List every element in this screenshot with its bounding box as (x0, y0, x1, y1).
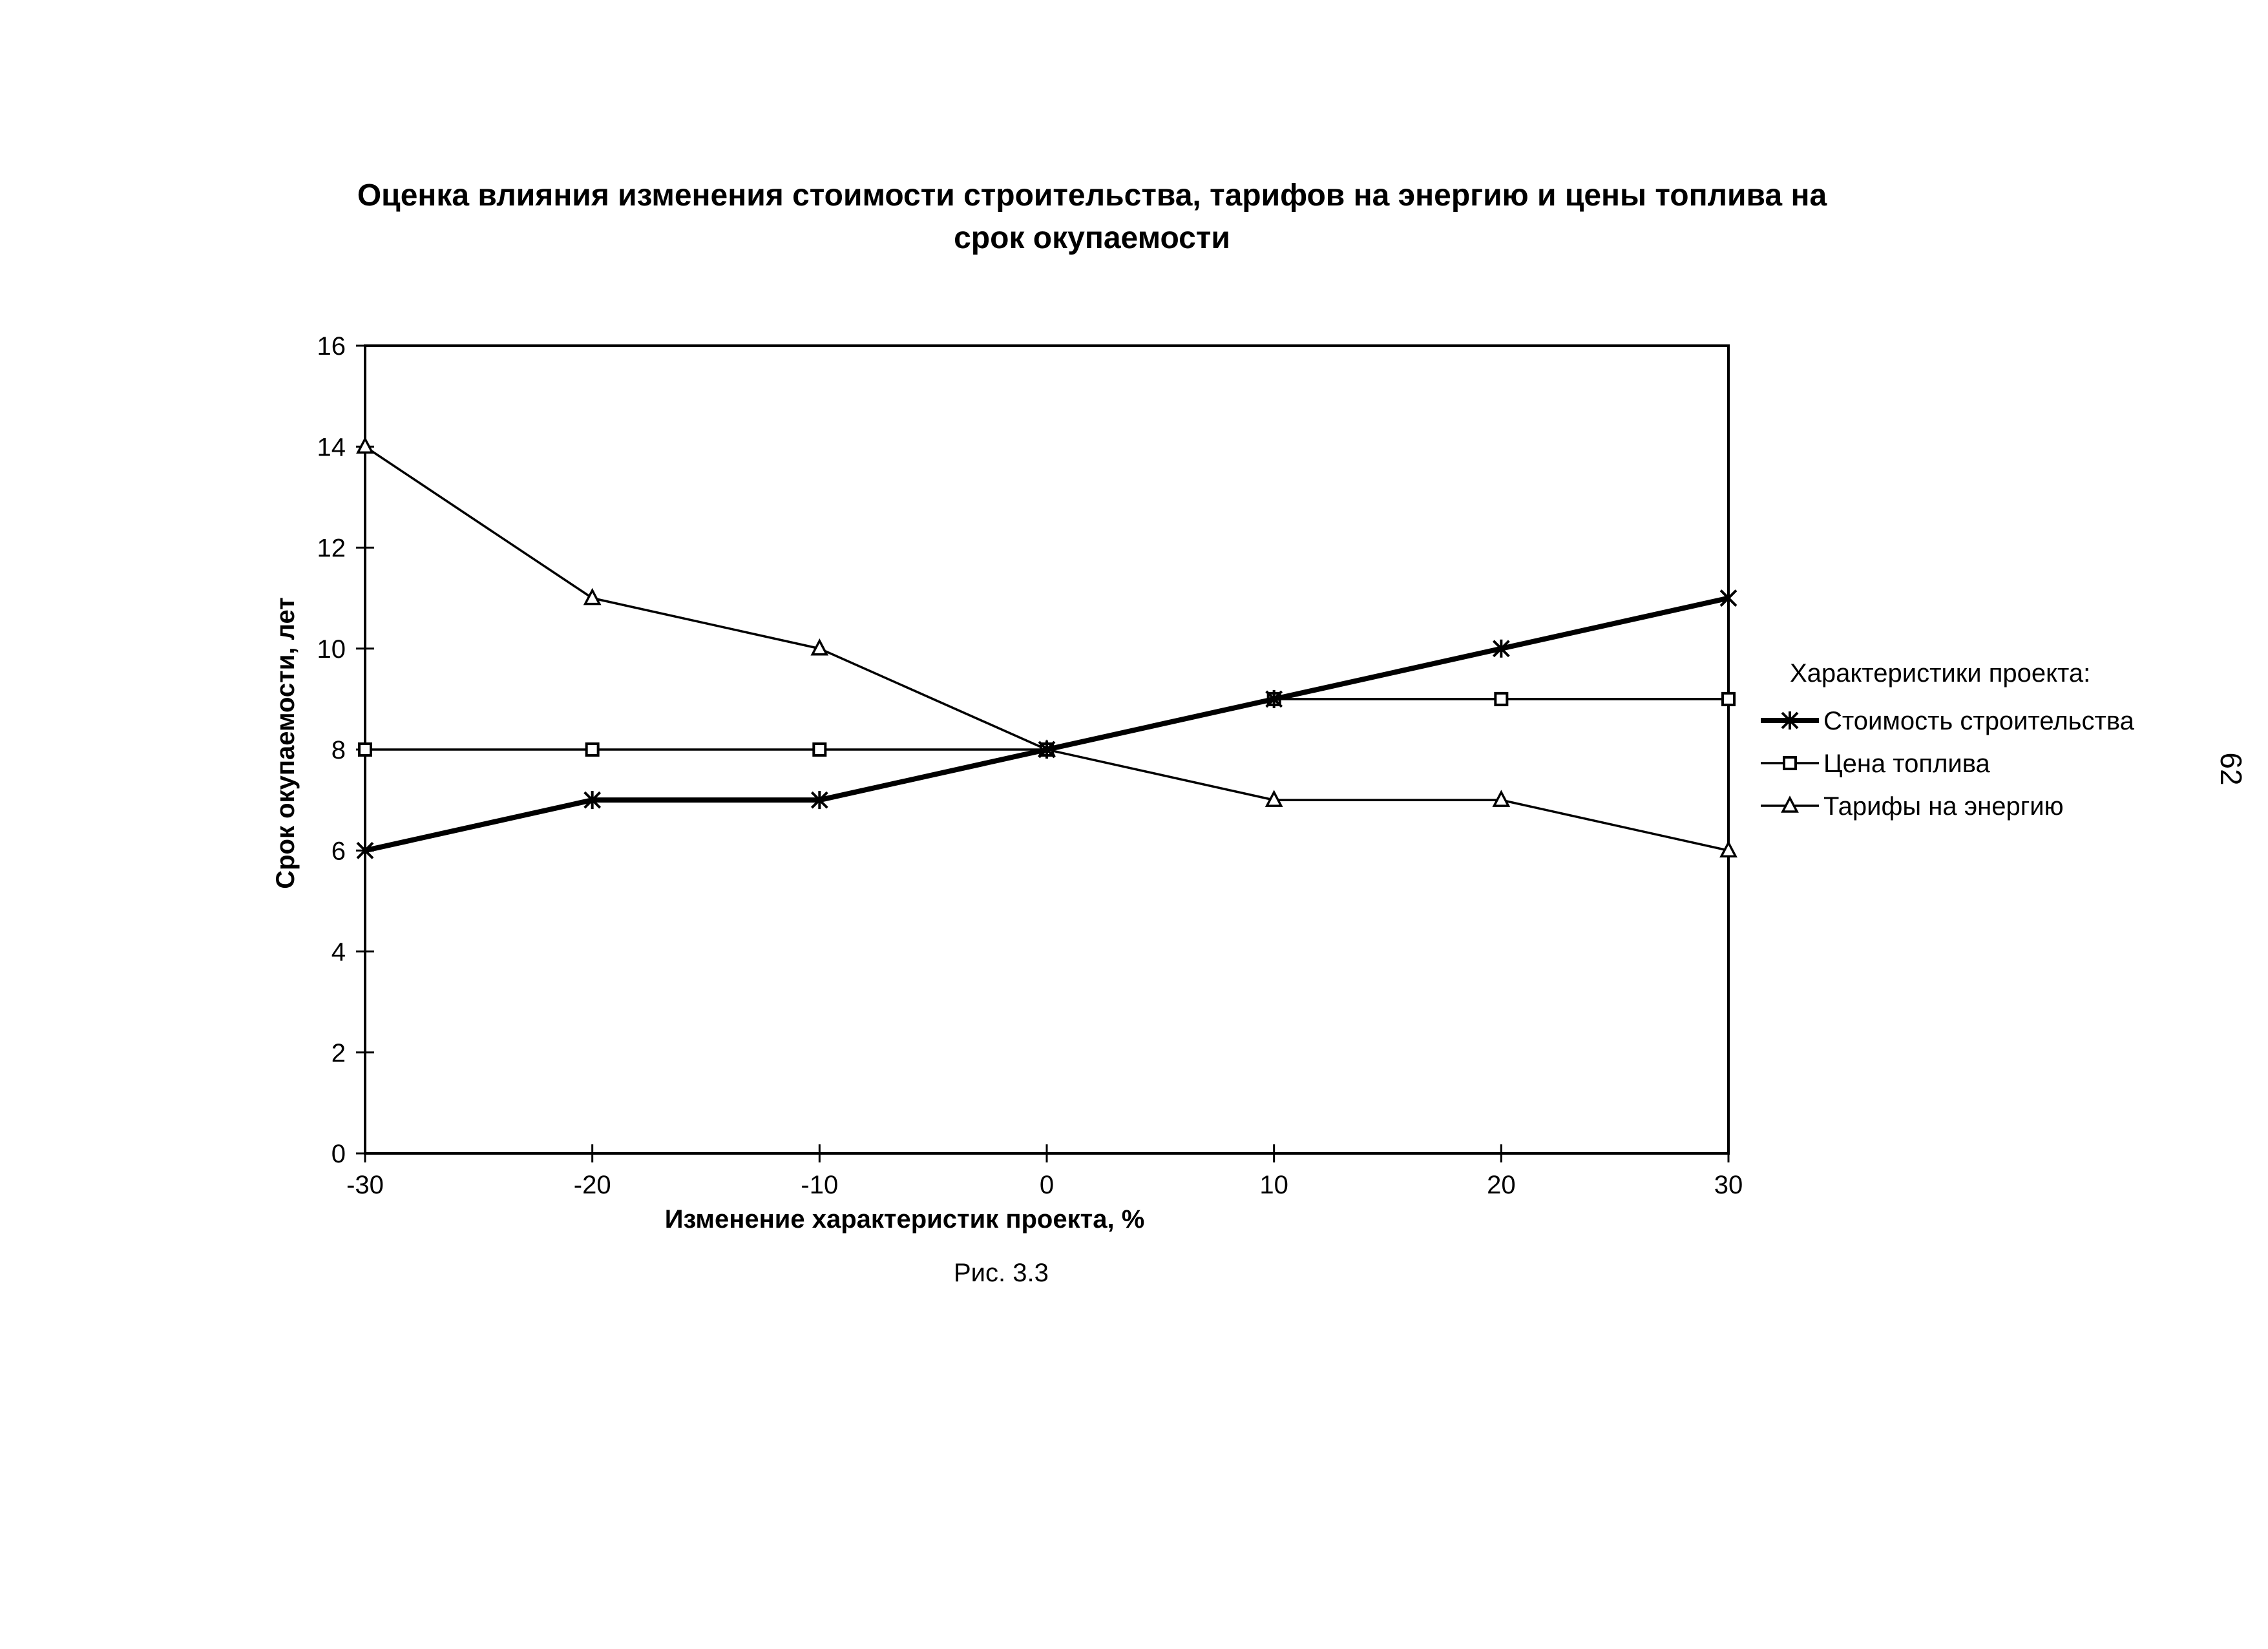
data-point (359, 744, 371, 755)
figure-caption: Рис. 3.3 (954, 1259, 1049, 1287)
legend-item-label: Стоимость строительства (1823, 707, 2134, 735)
y-tick-label: 14 (317, 433, 346, 462)
legend-title: Характеристики проекта: (1790, 659, 2091, 688)
y-tick-label: 12 (317, 534, 346, 563)
x-axis-label: Изменение характеристик проекта, % (664, 1205, 1145, 1234)
y-tick-label: 16 (317, 332, 346, 361)
x-tick-label: -30 (346, 1171, 384, 1199)
data-point (585, 591, 600, 604)
chart-title-line-2: срок окупаемости (954, 221, 1230, 255)
page-number: 62 (2214, 752, 2248, 786)
y-tick-label: 6 (331, 837, 346, 866)
x-tick-label: -10 (801, 1171, 839, 1199)
y-tick-label: 2 (331, 1038, 346, 1067)
y-tick-label: 4 (331, 938, 346, 967)
legend-swatch-marker (1784, 757, 1796, 769)
data-point (1723, 693, 1734, 705)
y-tick-label: 10 (317, 635, 346, 664)
chart-title-line-1: Оценка влияния изменения стоимости строительства, тарифов на энергию и цены топлива на (357, 178, 1827, 213)
y-axis-label: Срок окупаемости, лет (271, 597, 300, 889)
series-line (365, 446, 1728, 850)
x-tick-label: 20 (1487, 1171, 1516, 1199)
y-tick-label: 8 (331, 736, 346, 764)
legend-item-label: Цена топлива (1823, 750, 1990, 778)
legend (1761, 659, 2135, 821)
data-point (814, 744, 825, 755)
series-layer (357, 439, 1736, 859)
legend-item-label: Тарифы на энергию (1823, 792, 2064, 821)
series-asterisk (357, 589, 1736, 860)
series-triangle (358, 439, 1736, 856)
legend-item (1761, 750, 1991, 778)
x-tick-label: 10 (1259, 1171, 1288, 1199)
x-tick-label: 0 (1039, 1171, 1055, 1199)
x-tick-label: 30 (1714, 1171, 1743, 1199)
data-point (1495, 693, 1507, 705)
y-tick-label: 0 (331, 1140, 346, 1168)
legend-item (1761, 707, 2135, 735)
legend-item (1761, 792, 2064, 821)
data-point (587, 744, 598, 755)
series-line (365, 598, 1728, 851)
x-tick-label: -20 (573, 1171, 611, 1199)
